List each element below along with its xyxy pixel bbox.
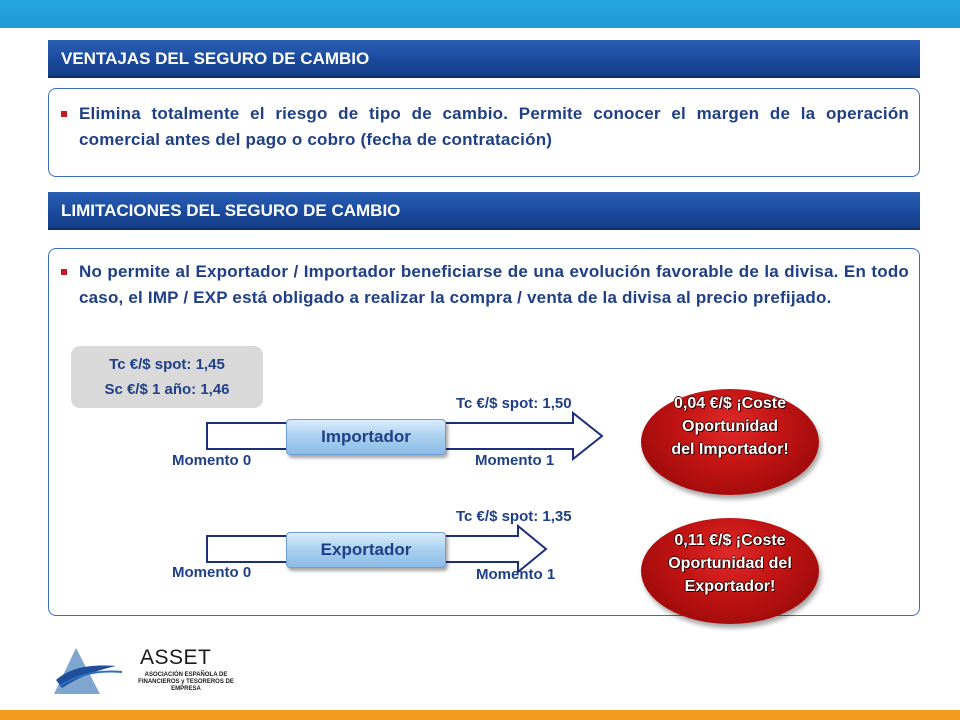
- cost-line: Oportunidad del: [668, 555, 792, 572]
- exportador-momento-1: Momento 1: [476, 566, 556, 583]
- exportador-cost-oval: [641, 518, 819, 624]
- logo-title: ASSET: [140, 646, 212, 669]
- spot-rate-label: Tc €/$ spot: 1,45: [109, 356, 225, 373]
- section-title: LIMITACIONES DEL SEGURO DE CAMBIO: [61, 201, 401, 220]
- importador-momento-0: Momento 0: [172, 452, 252, 469]
- importador-box: Importador: [286, 419, 446, 455]
- cost-line: Exportador!: [684, 578, 776, 595]
- cost-line: 0,11 €/$ ¡Coste: [674, 532, 786, 549]
- cost-line: del Importador!: [671, 441, 789, 458]
- importador-spot-label: Tc €/$ spot: 1,50: [456, 395, 572, 412]
- cost-line: Oportunidad: [682, 418, 778, 435]
- forward-rate-label: Sc €/$ 1 año: 1,46: [104, 381, 230, 398]
- asset-triangle-icon: [50, 642, 140, 698]
- bullet-text: No permite al Exportador / Importador beneficiarse de una evolución favorable de la divisa. En todo caso, el IMP / EXP está obligado a realizar la compra / venta de la divisa al precio prefijado.: [79, 262, 909, 307]
- exportador-momento-0: Momento 0: [172, 564, 252, 581]
- importador-cost-oval: [641, 389, 819, 495]
- logo-subtitle: ASOCIACIÓN ESPAÑOLA DE FINANCIEROS y TESOREROS DE EMPRESA: [138, 672, 234, 692]
- cost-line: 0,04 €/$ ¡Coste: [673, 395, 787, 412]
- bottom-stripe: [0, 710, 960, 720]
- exportador-box: Exportador: [286, 532, 446, 568]
- importador-momento-1: Momento 1: [475, 452, 555, 469]
- section-title: VENTAJAS DEL SEGURO DE CAMBIO: [61, 49, 370, 68]
- bullet-text: Elimina totalmente el riesgo de tipo de cambio. Permite conocer el margen de la operación comercial antes del pago o cobro (fecha de contratación): [79, 104, 909, 149]
- asset-logo: [50, 642, 234, 698]
- exportador-spot-label: Tc €/$ spot: 1,35: [456, 508, 572, 525]
